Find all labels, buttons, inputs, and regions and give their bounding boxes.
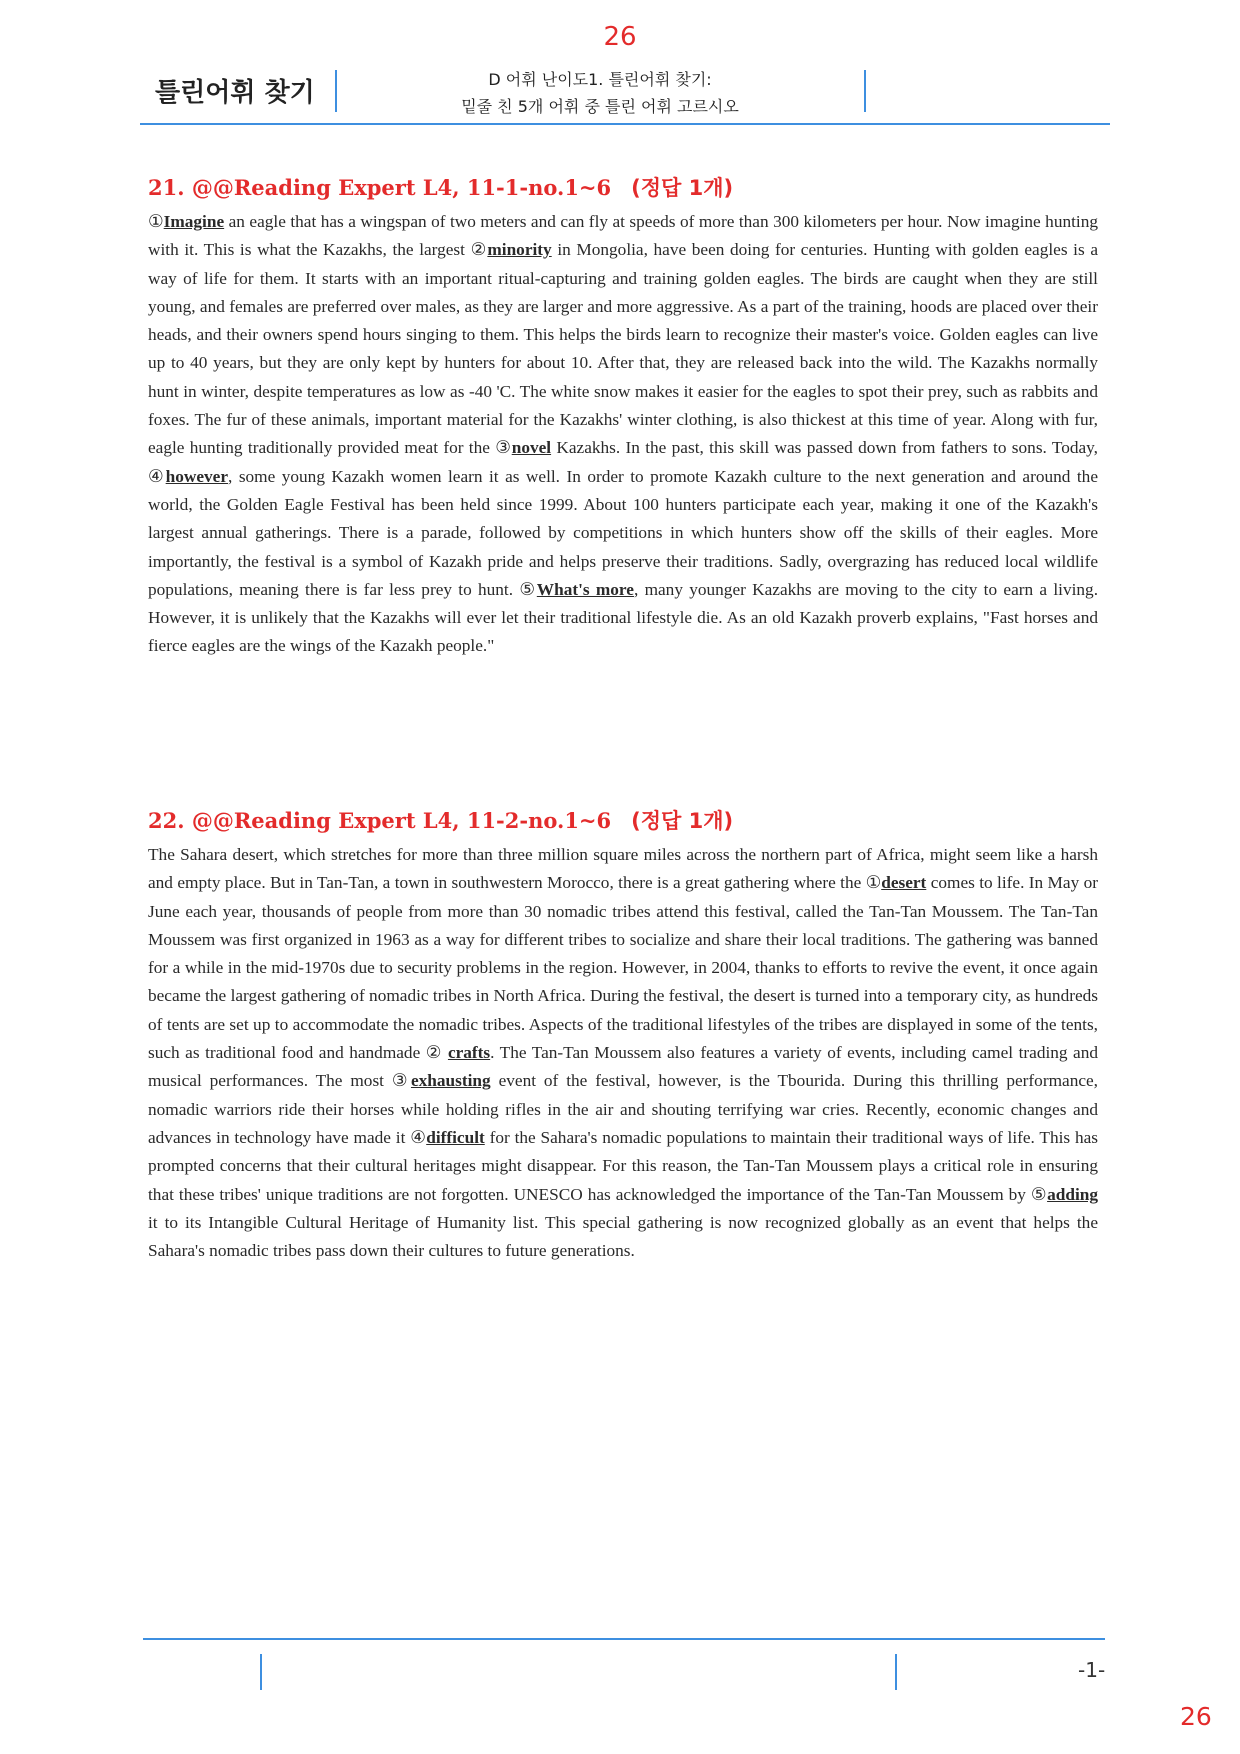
header-rule [140,123,1110,125]
passage-text: . The Tan-Tan Moussem also features a variety of events, including camel trading and musical performances. The most ③ [148,1043,1098,1091]
passage-text: an eagle that has a wingspan of two meters and can fly at speeds of more than 300 kilometers per hour. Now imagine hunting with it. This is what the Kazakhs, the largest ② [148,212,1098,260]
underlined-word-4: however [165,466,229,486]
passage-text: The Sahara desert, which stretches for more than three million square miles across the northern part of Africa, might seem like a harsh and empty place. But in Tan-Tan, a town in southwestern Morocco, there is a great gathering where the ① [148,845,1098,893]
underlined-word-3: exhausting [410,1071,491,1091]
passage-text: for the Sahara's nomadic populations to maintain their traditional ways of life. This has prompted concerns that their cultural heritages might disappear. For this reason, the Tan-Tan Moussem plays a critical role in ensuring that these tribes' unique traditions are not forgotten. UNESCO has acknowledged the importance of the Tan-Tan Moussem by ⑤ [148,1127,1098,1204]
underlined-word-4: difficult [426,1127,485,1147]
footer-rule [143,1638,1105,1640]
question-22 [148,805,1098,1265]
header-divider-right [864,70,866,112]
passage-text: event of the festival, however, is the Tbourida. During this thrilling performance, nomadic warriors ride their horses while holding rifles in the air and shouting terrifying war cries. Recently, economic changes and advances in technology have made it ④ [148,1071,1098,1147]
header-divider-left [335,70,337,112]
question-22-title [148,805,1098,835]
question-21 [148,172,1098,661]
instruction-line-2: 밑줄 친 5개 어휘 중 틀린 어휘 고르시오 [461,97,739,116]
question-22-source: 22. @@Reading Expert L4, 11-2-no.1~6 [148,808,612,833]
question-21-passage [148,208,1098,661]
question-22-answer-count: (정답 1개) [631,809,734,833]
footer-divider-right [895,1654,897,1690]
passage-text: , some young Kazakh women learn it as well. In order to promote Kazakh culture to the next generation and around the world, the Golden Eagle Festival has been held since 1999. About 100 hunters participate each year, making it one of the Kazakh's largest annual gatherings. There is a parade, followed by competitions in which hunters show off the skills of their eagles. More importantly, the festival is a symbol of Kazakh pride and helps preserve their traditions. Sadly, overgrazing has reduced local wildlife populations, meaning there is far less prey to hunt. ⑤ [148,466,1098,599]
underlined-word-3: novel [511,438,552,458]
question-21-answer-count: (정답 1개) [631,176,734,200]
question-22-passage [148,841,1098,1265]
top-page-number: 26 [603,22,637,52]
passage-text: it to its Intangible Cultural Heritage of Humanity list. This special gathering is now recognized globally as an event that helps the Sahara's nomadic tribes pass down their cultures to future generations. [148,1212,1098,1261]
underlined-word-1: Imagine [163,212,225,231]
section-title: 틀린어휘 찾기 [155,78,315,108]
underlined-word-2: crafts [447,1043,491,1063]
footer-page-label: -1- [1078,1658,1106,1682]
question-21-title [148,172,1098,202]
instruction-subtitle [340,66,860,120]
passage-text: ① [148,212,164,231]
underlined-word-1: desert [881,873,927,893]
instruction-line-1: D 어휘 난이도1. 틀린어휘 찾기: [488,70,712,89]
underlined-word-5: adding [1047,1184,1098,1204]
passage-text: in Mongolia, have been doing for centuries. Hunting with golden eagles is a way of life for them. It starts with an important ritual-capturing and training golden eagles. The birds are caught when they are still young, and females are preferred over males, as they are larger and more aggressive. As a part of the training, hoods are placed over their heads, and their owners spend hours singing to them. This helps the birds learn to recognize their master's voice. Golden eagles can live up to 40 years, but they are only kept by hunters for about 10. After that, they are released back into the wild. The Kazakhs normally hunt in winter, despite temperatures as low as -40 'C. The white snow makes it easier for the eagles to spot their prey, such as rabbits and foxes. The fur of these animals, important material for the Kazakhs' winter clothing, is also thickest at this time of year. Along with fur, eagle hunting traditionally provided meat for the ③ [148,240,1098,458]
underlined-word-5: What's more [536,579,634,599]
footer-divider-left [260,1654,262,1690]
passage-text: , many younger Kazakhs are moving to the city to earn a living. However, it is unlikely that the Kazakhs will ever let their traditional lifestyle die. As an old Kazakh proverb explains, "Fast horses and fierce eagles are the wings of the Kazakh people." [148,579,1099,656]
question-21-source: 21. @@Reading Expert L4, 11-1-no.1~6 [148,175,612,200]
bottom-page-number: 26 [1180,1702,1212,1731]
passage-text: comes to life. In May or June each year, thousands of people from more than 30 nomadic tribes attend this festival, called the Tan-Tan Moussem. The Tan-Tan Moussem was first organized in 1963 as a way for different tribes to socialize and share their local traditions. The gathering was banned for a while in the mid-1970s due to security problems in the region. However, in 2004, thanks to efforts to revive the event, it once again became the largest gathering of nomadic tribes in North Africa. During the festival, the desert is turned into a temporary city, as hundreds of tents are set up to accommodate the nomadic tribes. Aspects of the traditional lifestyles of the tribes are displayed in some of the tents, such as traditional food and handmade ② [148,873,1098,1063]
underlined-word-2: minority [487,240,552,260]
passage-text: Kazakhs. In the past, this skill was passed down from fathers to sons. Today, ④ [148,438,1099,486]
